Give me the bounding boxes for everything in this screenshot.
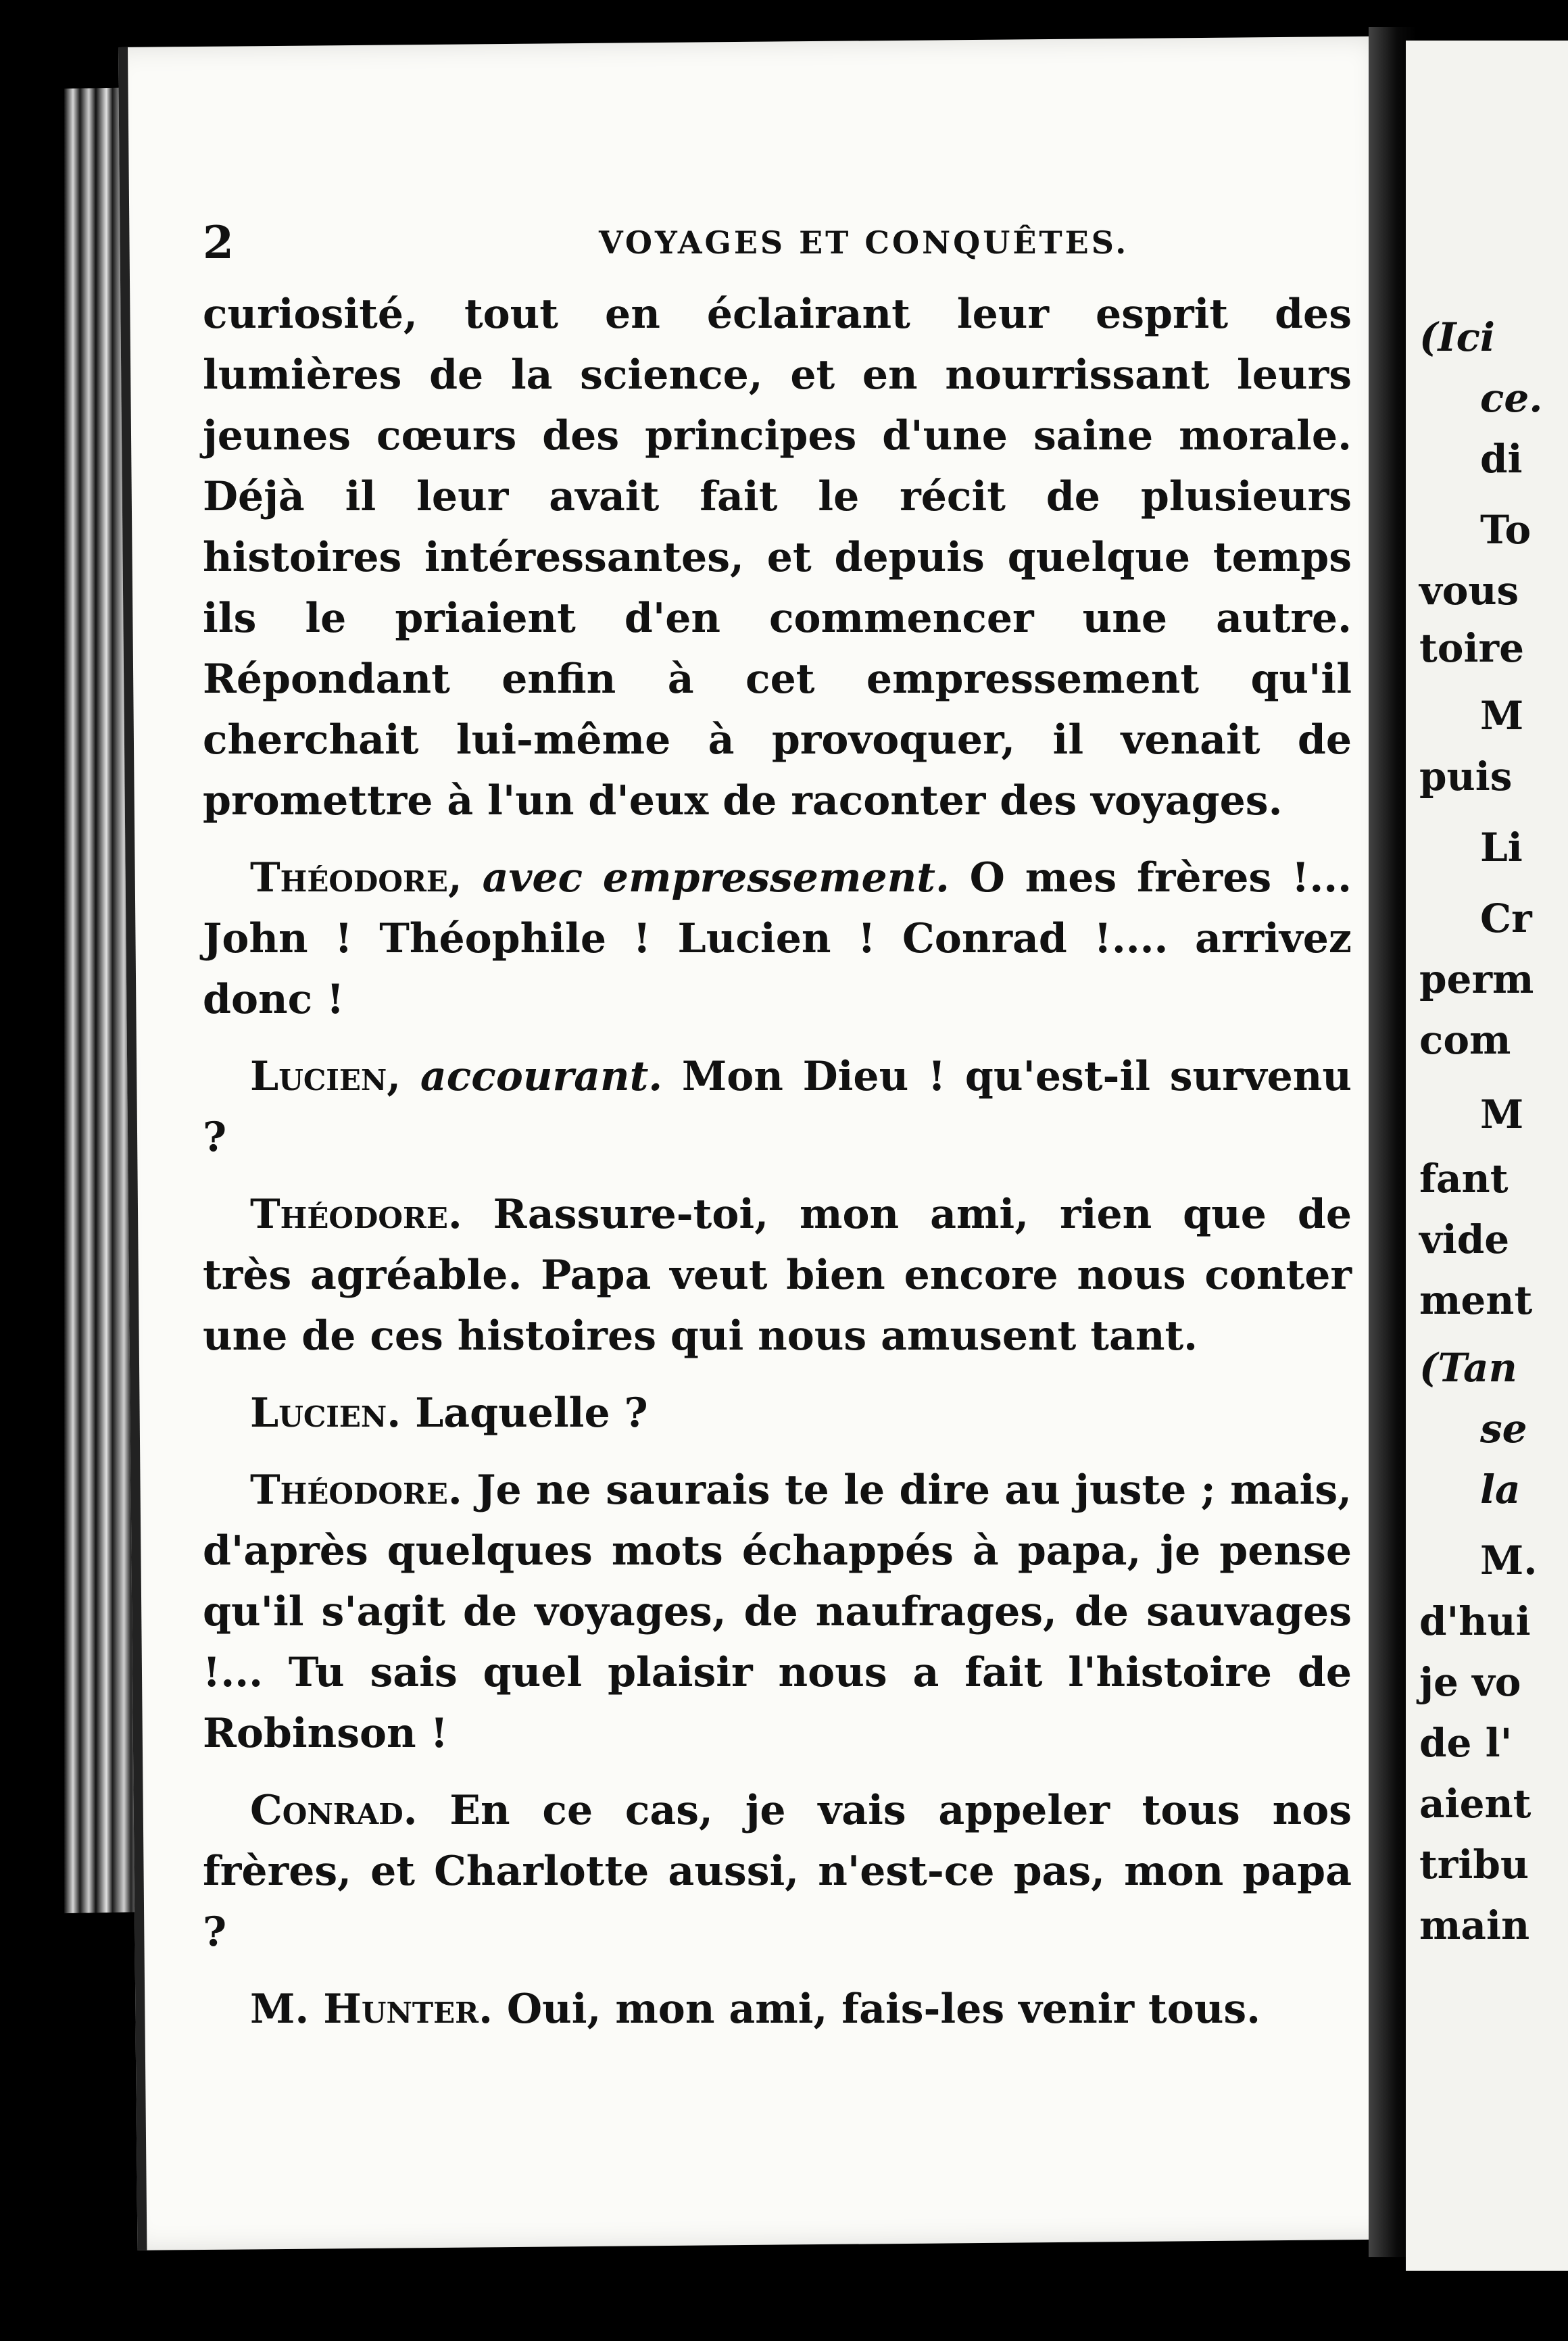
stage-direction: avec empressement. — [482, 854, 950, 902]
narrative-paragraph — [203, 284, 1352, 831]
facing-line: toire — [1419, 625, 1524, 671]
facing-line: vous — [1419, 568, 1519, 614]
facing-line: (Tan — [1419, 1345, 1517, 1391]
facing-line: main — [1419, 1902, 1530, 1948]
facing-line: ment — [1419, 1277, 1533, 1323]
facing-line: fant — [1419, 1156, 1509, 1202]
facing-line: puis — [1419, 754, 1513, 799]
dialogue-text: Je ne saurais te le dire au juste ; mais, d'après quelques mots échappés à papa, je pense qu'il s'agit de voyages, de naufrages, de sauvages !... Tu sais quel plaisir nous a fait l'histoire de Robinson ! — [203, 1467, 1352, 1757]
dialogue-text: O mes frères !... John ! Théophile ! Lucien ! Conrad !.... arrivez donc ! — [203, 854, 1352, 1023]
facing-line: To — [1480, 507, 1532, 553]
dialogue-line — [203, 1979, 1352, 2040]
speaker-name: Conrad. — [250, 1787, 418, 1834]
facing-line: Cr — [1480, 895, 1532, 941]
facing-line: je vo — [1419, 1659, 1521, 1705]
facing-line: di — [1480, 436, 1523, 482]
facing-line: M — [1480, 693, 1524, 739]
speaker-name: Théodore. — [250, 1191, 462, 1238]
dialogue-line — [203, 1460, 1352, 1764]
facing-line: se — [1480, 1406, 1527, 1452]
dialogue-text: Laquelle ? — [401, 1389, 648, 1437]
dialogue-line — [203, 1184, 1352, 1366]
facing-line: tribu — [1419, 1842, 1529, 1888]
facing-line: la — [1480, 1467, 1521, 1512]
dialogue-line — [203, 1383, 1352, 1444]
facing-line: ce. — [1480, 375, 1543, 421]
facing-line: d'hui — [1419, 1598, 1531, 1644]
paragraph-text: curiosité, tout en éclairant leur esprit des lumières de la science, et en nourrissant leurs jeunes cœurs des principes d'une saine morale. Déjà il leur avait fait le récit de plusieurs histoires intéressantes, et depuis quelque temps ils le priaient d'en commencer une autre. Répondant enfin à cet empressement qu'il cherchait lui-même à provoquer, il venait de promettre à l'un d'eux de raconter des voyages. — [203, 291, 1352, 824]
facing-line: de l' — [1419, 1720, 1513, 1766]
facing-line: M. — [1480, 1537, 1538, 1583]
facing-line: (Ici — [1419, 314, 1495, 360]
speaker-name: Théodore — [250, 854, 448, 902]
stage-direction: accourant. — [420, 1053, 663, 1100]
dialogue-line — [203, 1780, 1352, 1963]
dialogue-line: Théodore, avec empressement. O mes frères !... John ! Théophile ! Lucien ! Conrad !.... arrivez donc ! — [203, 854, 1352, 1023]
speaker-name: M. Hunter. — [250, 1986, 493, 2033]
dialogue-text: Rassure-toi, mon ami, rien que de très agréable. Papa veut bien encore nous conter une de ces histoires qui nous amusent tant. — [203, 1191, 1352, 1360]
speaker-name: Lucien — [250, 1053, 387, 1100]
running-title: VOYAGES ET CONQUÊTES. — [599, 224, 1129, 261]
speaker-name: Théodore. — [250, 1467, 462, 1514]
facing-line: vide — [1419, 1216, 1510, 1262]
facing-page — [1406, 41, 1568, 2271]
facing-line: Li — [1480, 824, 1523, 870]
facing-line: perm — [1419, 956, 1534, 1002]
page-number: 2 — [203, 216, 234, 269]
dialogue-text: En ce cas, je vais appeler tous nos frères, et Charlotte aussi, n'est-ce pas, mon papa ? — [203, 1787, 1352, 1956]
facing-line: aient — [1419, 1781, 1532, 1827]
facing-line: com — [1419, 1017, 1511, 1063]
page-body — [203, 284, 1352, 2056]
dialogue-text: Oui, mon ami, fais-les venir tous. — [492, 1986, 1261, 2033]
speaker-name: Lucien. — [250, 1389, 401, 1437]
dialogue-line: Lucien, accourant. Mon Dieu ! qu'est-il survenu ? — [203, 1053, 1352, 1161]
dialogue-text: Mon Dieu ! qu'est-il survenu ? — [203, 1053, 1352, 1161]
facing-line: M — [1480, 1091, 1524, 1137]
